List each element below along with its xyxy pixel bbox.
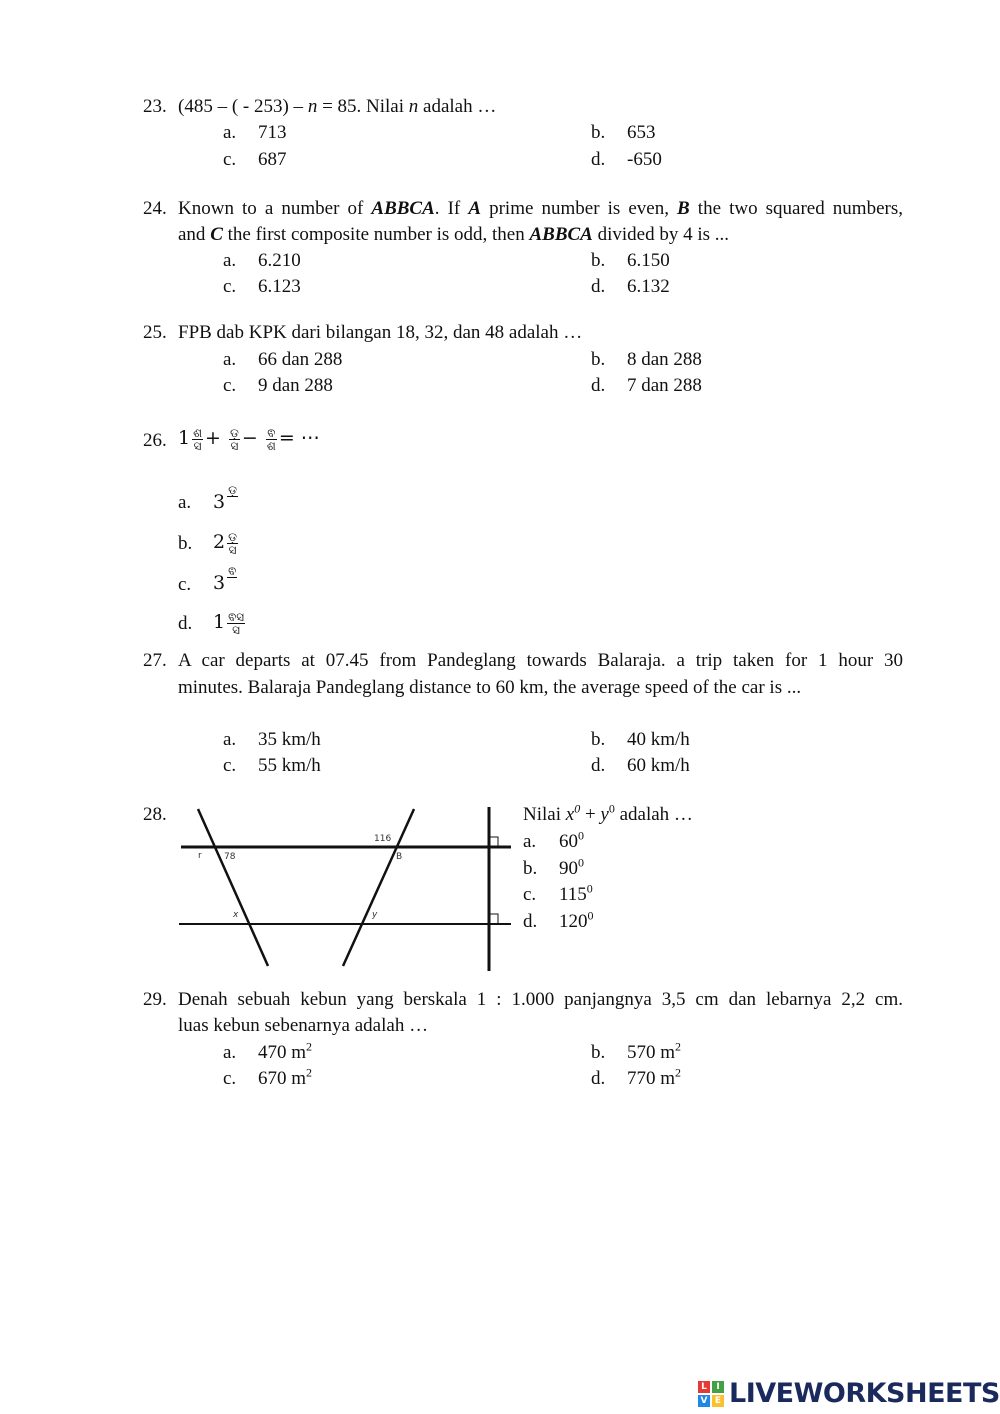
option-a-letter[interactable]: a. [223,349,237,370]
option-d-letter[interactable]: d. [591,755,606,776]
option-a[interactable]: 3 ଡ଼ [213,483,237,513]
option-d[interactable]: 770 $m^2$ [627,1065,682,1089]
option-d[interactable]: 7 dan 288 [627,375,702,396]
option-d-letter[interactable]: d. [178,613,193,634]
question-stem: FPB dab KPK dari bilangan 18, 32, dan 48 adalah … [178,322,583,343]
option-a[interactable]: 6.210 [258,250,301,271]
option-b[interactable]: 8 dan 288 [627,349,702,370]
angle-label-x: x [233,910,239,920]
option-a[interactable]: 713 [258,122,287,143]
option-b-letter[interactable]: b. [178,533,193,554]
option-c[interactable]: 3 ଵ [213,564,237,594]
option-b-letter[interactable]: b. [591,729,606,750]
option-b[interactable]: $90^0$ [559,855,584,879]
option-a[interactable]: 35 km/h [258,729,321,750]
question-number: 27. [143,650,167,671]
option-a-letter[interactable]: a. [223,729,237,750]
option-a[interactable]: 66 dan 288 [258,349,343,370]
brand-logo-icon [698,1381,724,1407]
question-stem-line2: minutes. Balaraja Pandeglang distance to 60 km, the average speed of the car is ... [178,677,802,698]
logo-tile-v: V [698,1395,710,1407]
option-b-letter[interactable]: b. [591,122,606,143]
angle-label-78: 78 [224,852,236,862]
logo-tile-e: E [712,1395,724,1407]
question-stem-line1: A car departs at 07.45 from Pandeglang towards Balaraja. a trip taken for 1 hour 30 [178,650,903,671]
option-c[interactable]: 9 dan 288 [258,375,333,396]
option-c-letter[interactable]: c. [178,574,192,595]
angle-label-r: r [198,851,202,861]
logo-tile-l: L [698,1381,710,1393]
question-stem: (485 – ( - 253) – n = 85. Nilai n adalah … [178,96,497,117]
option-a-letter[interactable]: a. [223,250,237,271]
option-d[interactable]: 6.132 [627,276,670,297]
liveworksheets-logo [698,1376,1000,1412]
question-number: 26. [143,430,167,451]
option-c-letter[interactable]: c. [223,755,237,776]
option-b[interactable]: 2 ଡ଼ ସ [213,529,237,557]
option-c-letter[interactable]: c. [223,276,237,297]
option-c-letter[interactable]: c. [223,1068,237,1089]
option-b-letter[interactable]: b. [523,858,538,879]
option-b-letter[interactable]: b. [591,349,606,370]
question-stem-line2: luas kebun sebenarnya adalah … [178,1015,429,1036]
math-expression: 1 ଶ ସ + ଡ଼ ସ − ଵ ଶ = ⋯ [178,425,320,453]
option-b[interactable]: 40 km/h [627,729,690,750]
option-d[interactable]: 60 km/h [627,755,690,776]
question-number: 24. [143,198,167,219]
option-a-letter[interactable]: a. [178,492,192,513]
option-d-letter[interactable]: d. [591,276,606,297]
brand-name: LIVEWORKSHEETS [729,1378,1000,1409]
option-c[interactable]: 687 [258,149,287,170]
option-d-letter[interactable]: d. [591,149,606,170]
option-b[interactable]: 653 [627,122,656,143]
option-b-letter[interactable]: b. [591,250,606,271]
question-number: 28. [143,804,167,825]
option-a[interactable]: 470 $m^2$ [258,1039,313,1063]
option-d[interactable]: 1 ଵସ ସ [213,609,245,637]
question-number: 25. [143,322,167,343]
option-c-letter[interactable]: c. [523,884,537,905]
option-c[interactable]: 55 km/h [258,755,321,776]
option-a-letter[interactable]: a. [523,831,537,852]
question-stem-line2: and C the first composite number is odd, then ABBCA divided by 4 is ... [178,224,730,245]
option-a[interactable]: $60^0$ [559,828,584,852]
option-c[interactable]: $115^0$ [559,881,593,905]
option-a-letter[interactable]: a. [223,1042,237,1063]
angle-label-b: B [396,852,403,862]
option-b-letter[interactable]: b. [591,1042,606,1063]
angle-label-y: y [372,910,378,920]
transversal-right [343,809,414,966]
parallel-lines-figure [176,804,516,974]
transversal-left [198,809,268,966]
option-d[interactable]: -650 [627,149,662,170]
angle-label-116: 116 [374,834,392,844]
option-d-letter[interactable]: d. [523,911,538,932]
question-stem: Nilai $x^0 + y^0$ adalah … [523,801,693,825]
question-stem-line1: Known to a number of ABBCA. If A prime number is even, B the two squared numbers, [178,198,903,219]
option-c-letter[interactable]: c. [223,149,237,170]
option-a-letter[interactable]: a. [223,122,237,143]
option-c[interactable]: 6.123 [258,276,301,297]
option-c[interactable]: 670 $m^2$ [258,1065,313,1089]
option-d[interactable]: $120^0$ [559,908,594,932]
question-number: 29. [143,989,167,1010]
option-d-letter[interactable]: d. [591,375,606,396]
option-b[interactable]: 6.150 [627,250,670,271]
option-b[interactable]: 570 $m^2$ [627,1039,682,1063]
logo-tile-i: I [712,1381,724,1393]
question-number: 23. [143,96,167,117]
option-c-letter[interactable]: c. [223,375,237,396]
option-d-letter[interactable]: d. [591,1068,606,1089]
question-stem-line1: Denah sebuah kebun yang berskala 1 : 1.000 panjangnya 3,5 cm dan lebarnya 2,2 cm. [178,989,903,1010]
